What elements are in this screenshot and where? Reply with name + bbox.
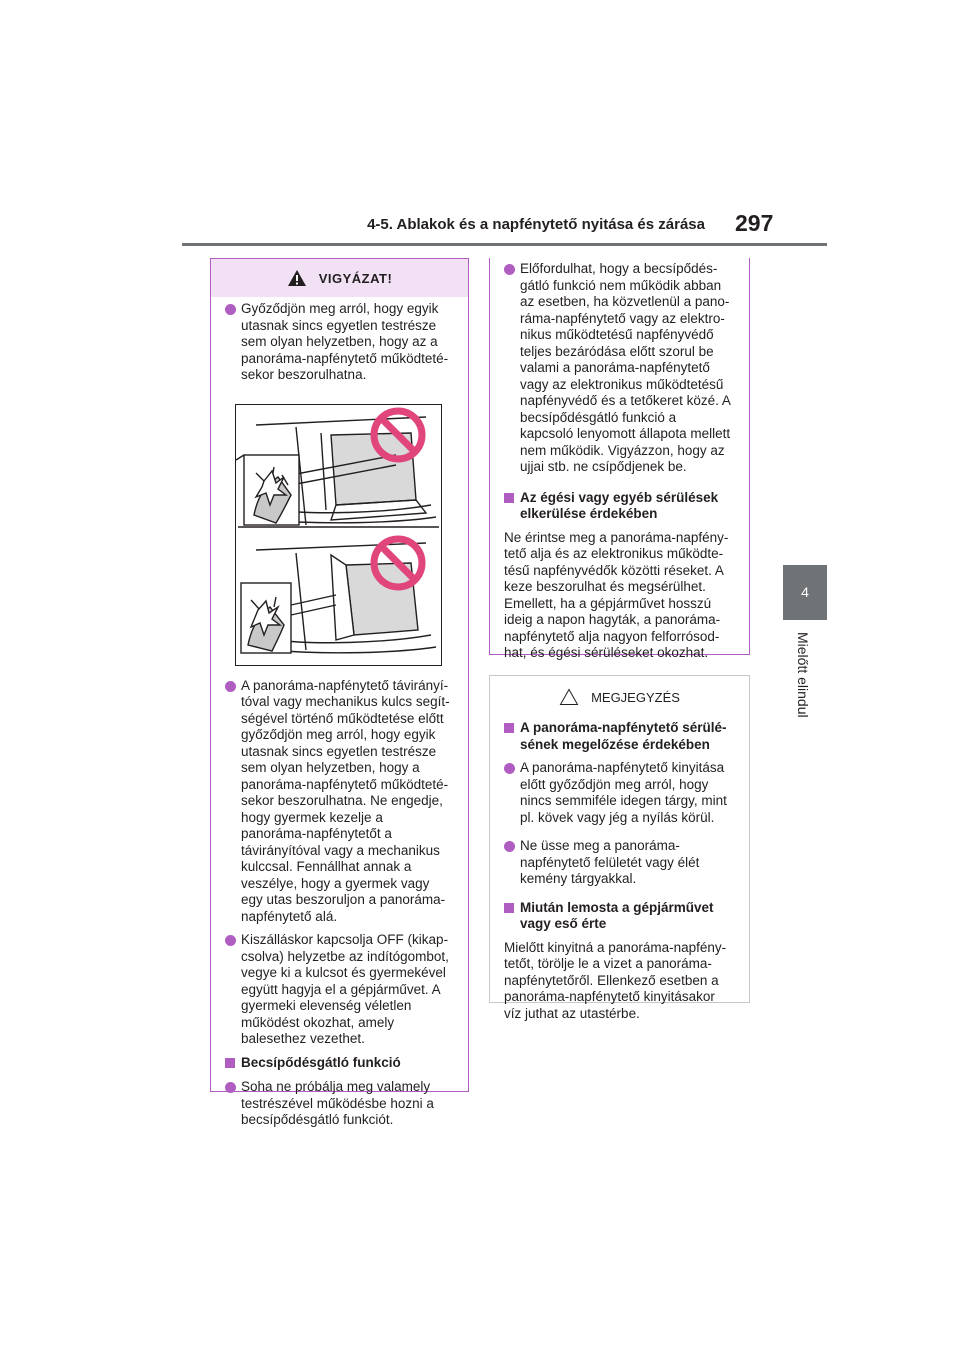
caution-text-1: Győződjön meg arról, hogy egyik utasnak sincs egyetlen testrésze sem olyan helyzetben, hogy az a panoráma-napfénytető működtetésekor beszorulhatna. bbox=[241, 301, 449, 382]
chapter-label: Mielőtt elindul bbox=[795, 632, 811, 718]
caution-cont-text-1: Előfordulhat, hogy a becsípődésgátló funkció nem működik abban az esetben, ha közvetlenül a panoráma-napfénytető vagy az elektronikus működtetésű napfényvédő teljes bezáródása előtt szorul be valami a panoráma-napfénytető vagy az elektronikus működtetésű napfényvédő és a tetőkeret közé. A becsípődésgátló funkció a kapcsoló lenyomott állapota mellett nem működik. Vigyázzon, hogy az ujjai stb. ne csípődjenek be. bbox=[520, 261, 731, 474]
header-rule bbox=[182, 243, 827, 246]
note-paragraph bbox=[504, 838, 731, 888]
bullet-dot-icon bbox=[225, 681, 236, 692]
caution-paragraph bbox=[225, 678, 450, 926]
caution-box bbox=[210, 258, 469, 1127]
bullet-dot-icon bbox=[225, 935, 236, 946]
note-text-2: Ne üsse meg a panoráma-napfénytető felületét vagy élét kemény tárgyakkal. bbox=[520, 838, 700, 886]
bullet-square-icon bbox=[504, 903, 514, 913]
chapter-tab: 4 bbox=[783, 565, 827, 620]
note-heading bbox=[504, 900, 731, 933]
caution-heading-text: Becsípődésgátló funkció bbox=[241, 1054, 401, 1070]
note-paragraph bbox=[504, 760, 731, 826]
caution-cont-heading: Az égési vagy egyéb sérülések elkerülése érdekében bbox=[520, 489, 719, 521]
note-header bbox=[490, 678, 749, 716]
bullet-dot-icon bbox=[225, 304, 236, 315]
note-heading-1: A panoráma-napfénytető sérülésének megelőzése érdekében bbox=[520, 720, 727, 752]
caution-heading bbox=[504, 490, 731, 523]
note-box bbox=[489, 675, 750, 1021]
caution-text-2: A panoráma-napfénytető távirányítóval vagy mechanikus kulcs segítségével történő működtetése előtt győződjön meg arról, hogy egyik utasnak sincs egyetlen testrésze sem olyan helyzetben, hogy a panoráma-napfénytető működtetésekor beszorulhatna. Ne engedje, hogy gyermek kezelje a panoráma-napfénytetőt a távirányítóval vagy a mechanikus kulccsal. Fennállhat annak a veszélye, hogy a gyermek vagy egy utas beszoruljon a panoráma-napfénytető alá. bbox=[241, 677, 450, 924]
caution-paragraph bbox=[225, 301, 450, 384]
note-text-3: Mielőtt kinyitná a panoráma-napfénytetőt, törölje le a vizet a panoráma-napfénytetőről. Ellenkező esetben a panoráma-napfénytető kinyitásakor víz juthat az utastérbe. bbox=[504, 939, 727, 1021]
bullet-dot-icon bbox=[504, 763, 515, 774]
caution-cont-text-2: Ne érintse meg a panoráma-napfénytető alja és az elektronikus működtetésű napfényvédők közötti réseket. A keze beszorulhat és megsérülhet. Emellett, ha a gépjárművet hosszú ideig a napon hagyták, a panoráma-napfénytető alja nagyon felforrósodhat, és égési sérüléseket okozhat. bbox=[504, 529, 729, 660]
caution-paragraph bbox=[225, 932, 450, 1048]
warning-triangle-icon bbox=[559, 688, 579, 706]
note-heading bbox=[504, 720, 731, 753]
caution-continued-box bbox=[489, 258, 750, 660]
note-text-1: A panoráma-napfénytető kinyitása előtt győződjön meg arról, hogy nincs semmiféle idegen tárgy, mint pl. kövek vagy jég a nyílás körül. bbox=[520, 760, 727, 825]
bullet-dot-icon bbox=[504, 264, 515, 275]
caution-paragraph bbox=[504, 261, 731, 476]
caution-title: VIGYÁZAT! bbox=[318, 270, 393, 286]
warning-triangle-icon bbox=[287, 269, 307, 287]
bullet-square-icon bbox=[504, 723, 514, 733]
caution-paragraph bbox=[225, 1079, 450, 1129]
caution-header bbox=[211, 259, 468, 297]
illustration-sunroof-pinch bbox=[235, 404, 442, 666]
header-title: 4-5. Ablakok és a napfénytető nyitása és zárása bbox=[367, 216, 705, 233]
caution-text-4: Soha ne próbálja meg valamely testrészével működésbe hozni a becsípődésgátló funkciót. bbox=[241, 1079, 434, 1127]
bullet-square-icon bbox=[504, 493, 514, 503]
caution-heading bbox=[225, 1055, 450, 1073]
caution-text-3: Kiszálláskor kapcsolja OFF (kikapcsolva) helyzetbe az indítógombot, vegye ki a kulcsot és gyermekével együtt hagyja el a gépjárművet. A gyermeki elevenség véletlen működést okozhat, amely balesethez vezethet. bbox=[241, 932, 449, 1046]
bullet-dot-icon bbox=[225, 1082, 236, 1093]
bullet-square-icon bbox=[225, 1058, 235, 1068]
note-title: MEGJEGYZÉS bbox=[591, 689, 680, 705]
page-number: 297 bbox=[735, 210, 774, 236]
bullet-dot-icon bbox=[504, 841, 515, 852]
note-heading-2: Miután lemosta a gépjárművet vagy eső érte bbox=[520, 899, 714, 931]
